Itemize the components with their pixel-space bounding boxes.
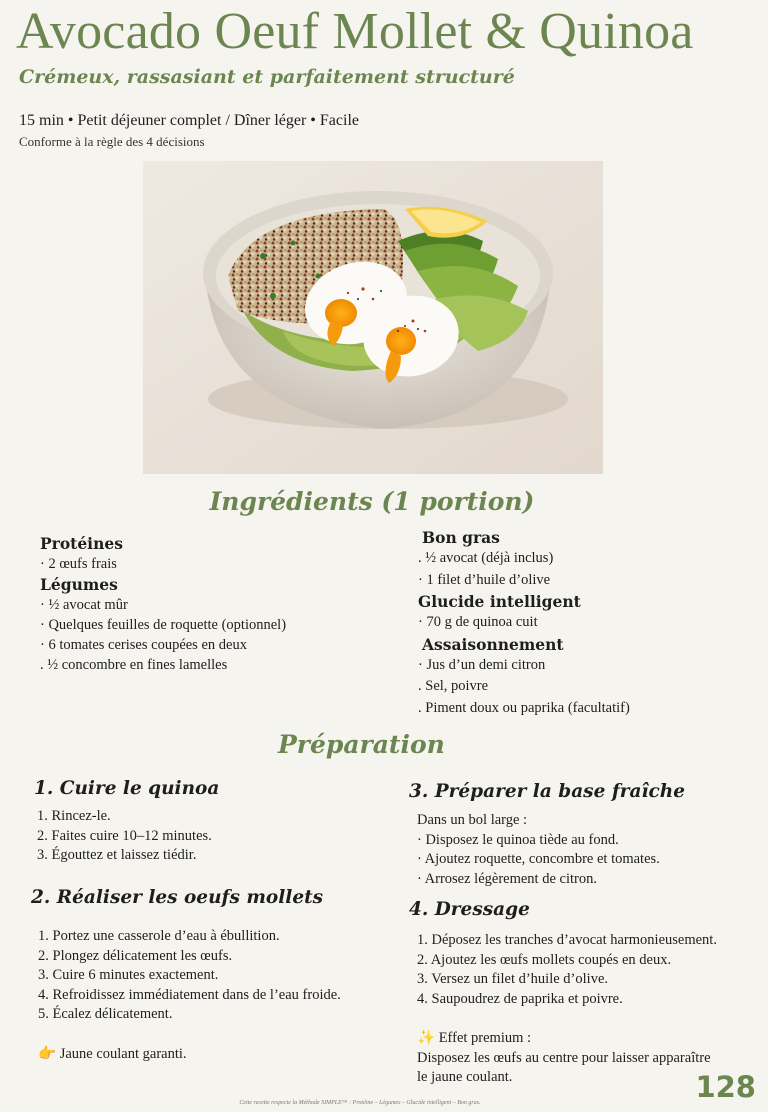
ingredient-group-heading: Bon gras [422,528,500,547]
step-line: 3. Versez un filet d’huile d’olive. [417,971,608,988]
step-line: 1. Déposez les tranches d’avocat harmonieusement. [417,932,717,948]
step-1-title: 1. Cuire le quinoa [34,778,220,799]
pointing-hand-icon: 👉 [38,1045,57,1062]
step-line: · Ajoutez roquette, concombre et tomates. [417,851,660,868]
step-4-title: 4. Dressage [409,899,530,920]
step-line: 2. Faites cuire 10–12 minutes. [37,827,212,844]
step-line: 2. Plongez délicatement les œufs. [38,947,233,964]
step-line: · Arrosez légèrement de citron. [417,870,597,887]
step-3-list [417,811,660,889]
ingredients-left-column [40,533,286,675]
preparation-title: Préparation [278,730,445,759]
step-2-note [38,1045,341,1065]
ingredient-item: · 6 tomates cerises coupées en deux [40,637,247,653]
rule-note: Conforme à la règle des 4 décisions [19,134,205,149]
ingredient-item: . ½ avocat (déjà inclus) [418,550,554,566]
ingredient-group-heading: Protéines [40,534,123,553]
step-1-list [37,807,212,866]
premium-line: Disposez les œufs au centre pour laisser apparaître [417,1049,711,1066]
step-2-title: 2. Réaliser les oeufs mollets [31,887,324,908]
step-4-list [417,931,717,1088]
ingredients-title: Ingrédients (1 portion) [209,487,535,516]
step-line: · Disposez le quinoa tiède au fond. [417,831,619,848]
ingredient-item: · 1 filet d’huile d’olive [418,571,551,588]
ingredient-group-heading: Légumes [40,575,118,594]
recipe-title: Avocado Oeuf Mollet & Quinoa [16,3,694,60]
ingredients-right-column [418,527,630,720]
footer-note: Cette recette respecte la Méthode SIMPLE™ : Protéine – Légumes – Glucide intelligent – Bon gras. [239,1100,481,1106]
step-3-title: 3. Préparer la base fraîche [409,781,686,802]
step-line: Dans un bol large : [417,812,528,828]
premium-line: le jaune coulant. [417,1069,513,1086]
ingredient-group-heading: Assaisonnement [422,634,564,654]
premium-effect [417,1029,717,1049]
ingredient-item: . Sel, poivre [418,678,489,695]
step-line: 4. Saupoudrez de paprika et poivre. [417,990,623,1007]
step-line: 3. Égouttez et laissez tiédir. [37,847,197,864]
recipe-subtitle: Crémeux, rassasiant et parfaitement structuré [19,66,515,88]
step-line: 1. Rincez-le. [37,808,111,824]
ingredient-item: · ½ avocat mûr [40,597,128,613]
recipe-photo [143,161,603,474]
step-line: 2. Ajoutez les œufs mollets coupés en deux. [417,951,672,968]
ingredient-item: . ½ concombre en fines lamelles [40,657,228,673]
ingredient-item: . Piment doux ou paprika (facultatif) [418,699,630,716]
ingredient-item: · 2 œufs frais [40,556,117,572]
note-text: Jaune coulant garanti. [59,1045,187,1062]
premium-label: Effet premium : [438,1029,532,1046]
ingredient-item: · Jus d’un demi citron [418,656,546,673]
step-line: 1. Portez une casserole d’eau à ébullition. [38,928,280,944]
ingredient-item: · Quelques feuilles de roquette (optionnel) [40,617,287,633]
step-line: 4. Refroidissez immédiatement dans de l’eau froide. [38,986,341,1003]
ingredient-item: · 70 g de quinoa cuit [418,614,538,631]
step-line: 3. Cuire 6 minutes exactement. [38,967,219,984]
recipe-meta: 15 min • Petit déjeuner complet / Dîner léger • Facile [19,112,359,129]
step-line: 5. Écalez délicatement. [38,1006,173,1023]
ingredient-group-heading: Glucide intelligent [418,592,581,612]
page-number: 128 [695,1070,756,1104]
sparkles-icon: ✨ [417,1029,436,1046]
step-2-list [38,927,341,1064]
